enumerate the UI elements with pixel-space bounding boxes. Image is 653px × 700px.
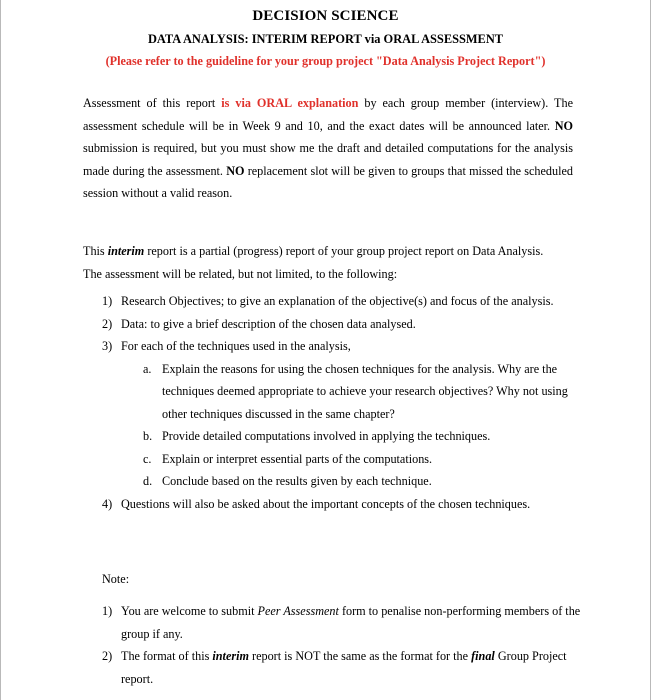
note-item-number: 1) — [102, 604, 113, 618]
sublist-item-letter: d. — [143, 474, 153, 488]
no-replacement-emphasis: NO — [226, 163, 245, 178]
assessment-text-1: Assessment of this report — [83, 96, 222, 110]
note-text-3: The format of this — [121, 649, 213, 663]
final-emphasis: final — [471, 649, 495, 663]
sublist-item — [121, 448, 583, 471]
techniques-sublist — [121, 358, 583, 493]
document-subtitle: DATA ANALYSIS: INTERIM REPORT via ORAL ASSESSMENT — [147, 32, 504, 46]
list-item-number: 4) — [102, 496, 113, 511]
assessment-paragraph — [83, 92, 573, 205]
list-item — [83, 493, 583, 516]
sublist-item — [121, 470, 583, 493]
list-item — [83, 290, 583, 313]
no-submission-emphasis: NO — [554, 118, 573, 133]
interim-emphasis: interim — [107, 244, 145, 258]
sublist-item-text: Explain the reasons for using the chosen techniques for the analysis. Why are the techniques deemed appropriate to achieve your research objectives? Why not using other techniques discussed in the same chapter? — [162, 361, 568, 421]
note-item — [83, 600, 583, 645]
interim-note-emphasis: interim — [212, 649, 249, 663]
list-item-text: Questions will also be asked about the important concepts of the chosen techniques. — [121, 496, 531, 511]
document-title: DECISION SCIENCE — [252, 8, 399, 24]
note-text-5: Group Project report. — [121, 649, 567, 686]
assessment-text-5: replacement slot will be given to groups that missed the scheduled session without a valid reason. — [83, 163, 573, 200]
list-item-text: Data: to give a brief description of the chosen data analysed. — [121, 316, 416, 331]
interim-text-2: report is a partial (progress) report of your group project report on Data Analysis. The assessment will be related, but not limited, to the following: — [83, 244, 544, 281]
list-item — [83, 335, 583, 493]
note-text-4: report is NOT the same as the format for the — [248, 649, 472, 663]
oral-explanation-highlight: is via ORAL explanation — [221, 96, 359, 110]
sublist-item-letter: c. — [143, 451, 152, 466]
list-item — [83, 313, 583, 336]
list-item-text: Research Objectives; to give an explanation of the objective(s) and focus of the analysis. — [121, 294, 554, 308]
interim-paragraph — [83, 240, 553, 285]
notes-list — [83, 600, 583, 690]
sublist-item-letter: a. — [143, 361, 152, 376]
sublist-item-text: Explain or interpret essential parts of the computations. — [162, 451, 433, 466]
note-text-2: form to penalise non-performing members of the group if any. — [121, 604, 581, 641]
sublist-item-text: Conclude based on the results given by each technique. — [162, 474, 432, 488]
peer-assessment-emphasis: Peer Assessment — [257, 604, 339, 618]
note-label: Note: — [102, 572, 130, 586]
interim-text-1: This — [83, 244, 108, 258]
note-item — [83, 645, 583, 690]
assessment-text-4: submission is required, but you must show me the draft and detailed computations for the analysis made during the assessment. — [83, 141, 573, 178]
assessment-text-3: by each group member (interview). The assessment schedule will be in Week 9 and 10, and the exact dates will be announced later. — [83, 96, 573, 133]
sublist-item-text: Provide detailed computations involved in applying the techniques. — [162, 429, 491, 443]
assessment-topics-list — [83, 290, 583, 515]
sublist-item — [121, 358, 583, 426]
guideline-note: (Please refer to the guideline for your group project "Data Analysis Project Report") — [105, 54, 546, 68]
note-text-1: You are welcome to submit — [121, 604, 258, 618]
sublist-item — [121, 425, 583, 448]
note-item-number: 2) — [102, 649, 113, 663]
sublist-item-letter: b. — [143, 429, 153, 443]
list-item-text: For each of the techniques used in the analysis, — [121, 339, 351, 353]
list-item-number: 3) — [102, 339, 113, 353]
list-item-number: 1) — [102, 294, 113, 308]
list-item-number: 2) — [102, 316, 113, 331]
